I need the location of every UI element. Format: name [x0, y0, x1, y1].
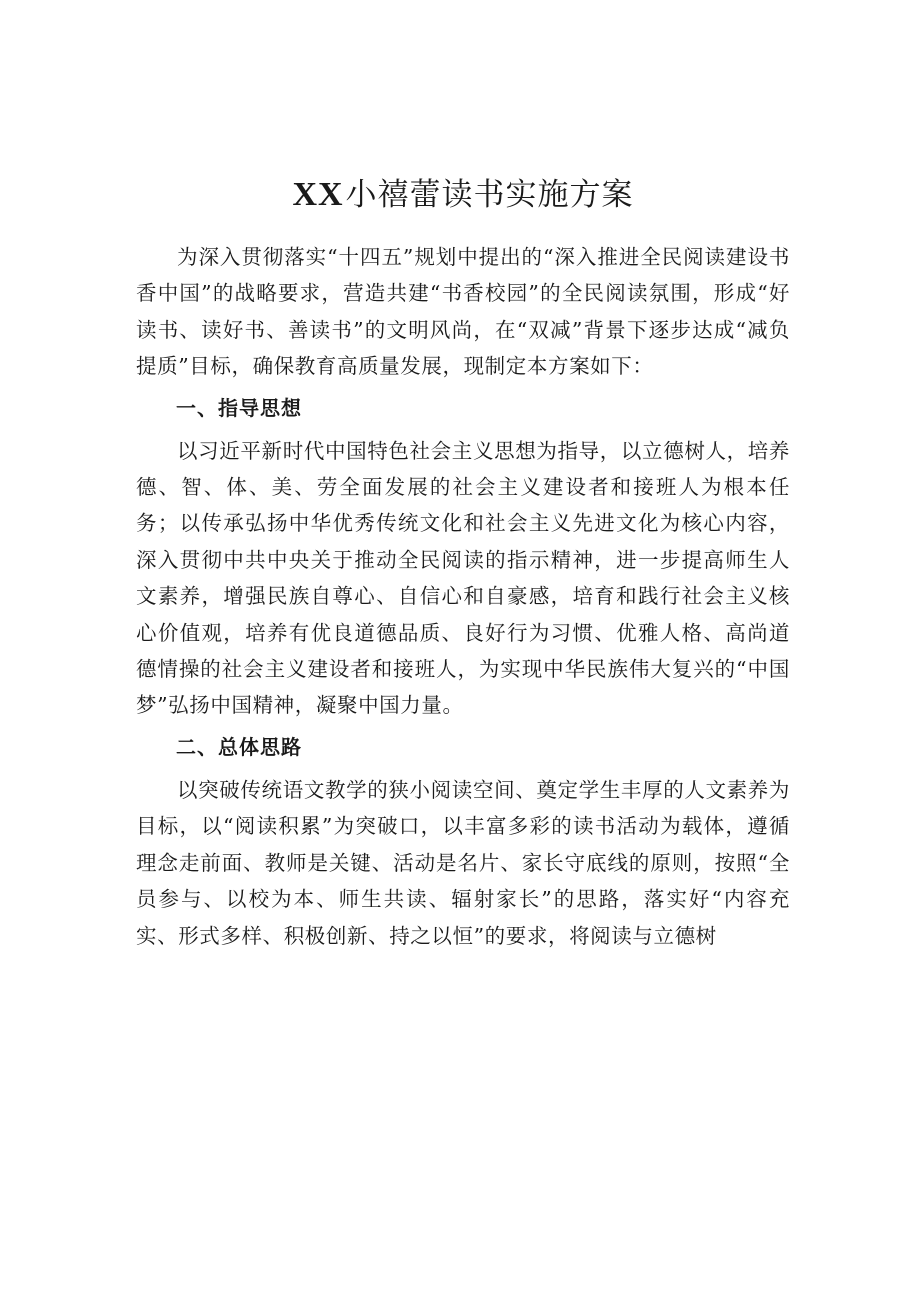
title-main: 小禧蕾读书实施方案: [345, 177, 634, 213]
section-heading-guiding-ideology: 一、指导思想: [176, 395, 302, 420]
document-content: [136, 172, 790, 954]
section-body-overall-approach: 以突破传统语文教学的狭小阅读空间、奠定学生丰厚的人文素养为目标，以“阅读积累”为突破口，以丰富多彩的读书活动为载体，遵循理念走前面、教师是关键、活动是名片、家长守底线的原则，按照“全员参与、以校为本、师生共读、辐射家长”的思路，落实好“内容充实、形式多样、积极创新、持之以恒”的要求，将阅读与立德树: [136, 777, 790, 948]
intro-paragraph: 为深入贯彻落实“十四五”规划中提出的“深入推进全民阅读建设书香中国”的战略要求，营造共建“书香校园”的全民阅读氛围，形成“好读书、读好书、善读书”的文明风尚，在“双减”背景下逐步达成“减负提质”目标，确保教育高质量发展，现制定本方案如下：: [136, 245, 790, 379]
section-heading-overall-approach: 二、总体思路: [176, 734, 302, 759]
document-title: [136, 172, 790, 218]
title-prefix: XX: [292, 176, 344, 213]
section-body-guiding-ideology: 以习近平新时代中国特色社会主义思想为指导，以立德树人，培养德、智、体、美、劳全面发展的社会主义建设者和接班人为根本任务；以传承弘扬中华优秀传统文化和社会主义先进文化为核心内容，深入贯彻中共中央关于推动全民阅读的指示精神，进一步提高师生人文素养，增强民族自尊心、自信心和自豪感，培育和践行社会主义核心价值观，培养有优良道德品质、良好行为习惯、优雅人格、高尚道德情操的社会主义建设者和接班人，为实现中华民族伟大复兴的“中国梦”弘扬中国精神，凝聚中国力量。: [136, 438, 790, 718]
